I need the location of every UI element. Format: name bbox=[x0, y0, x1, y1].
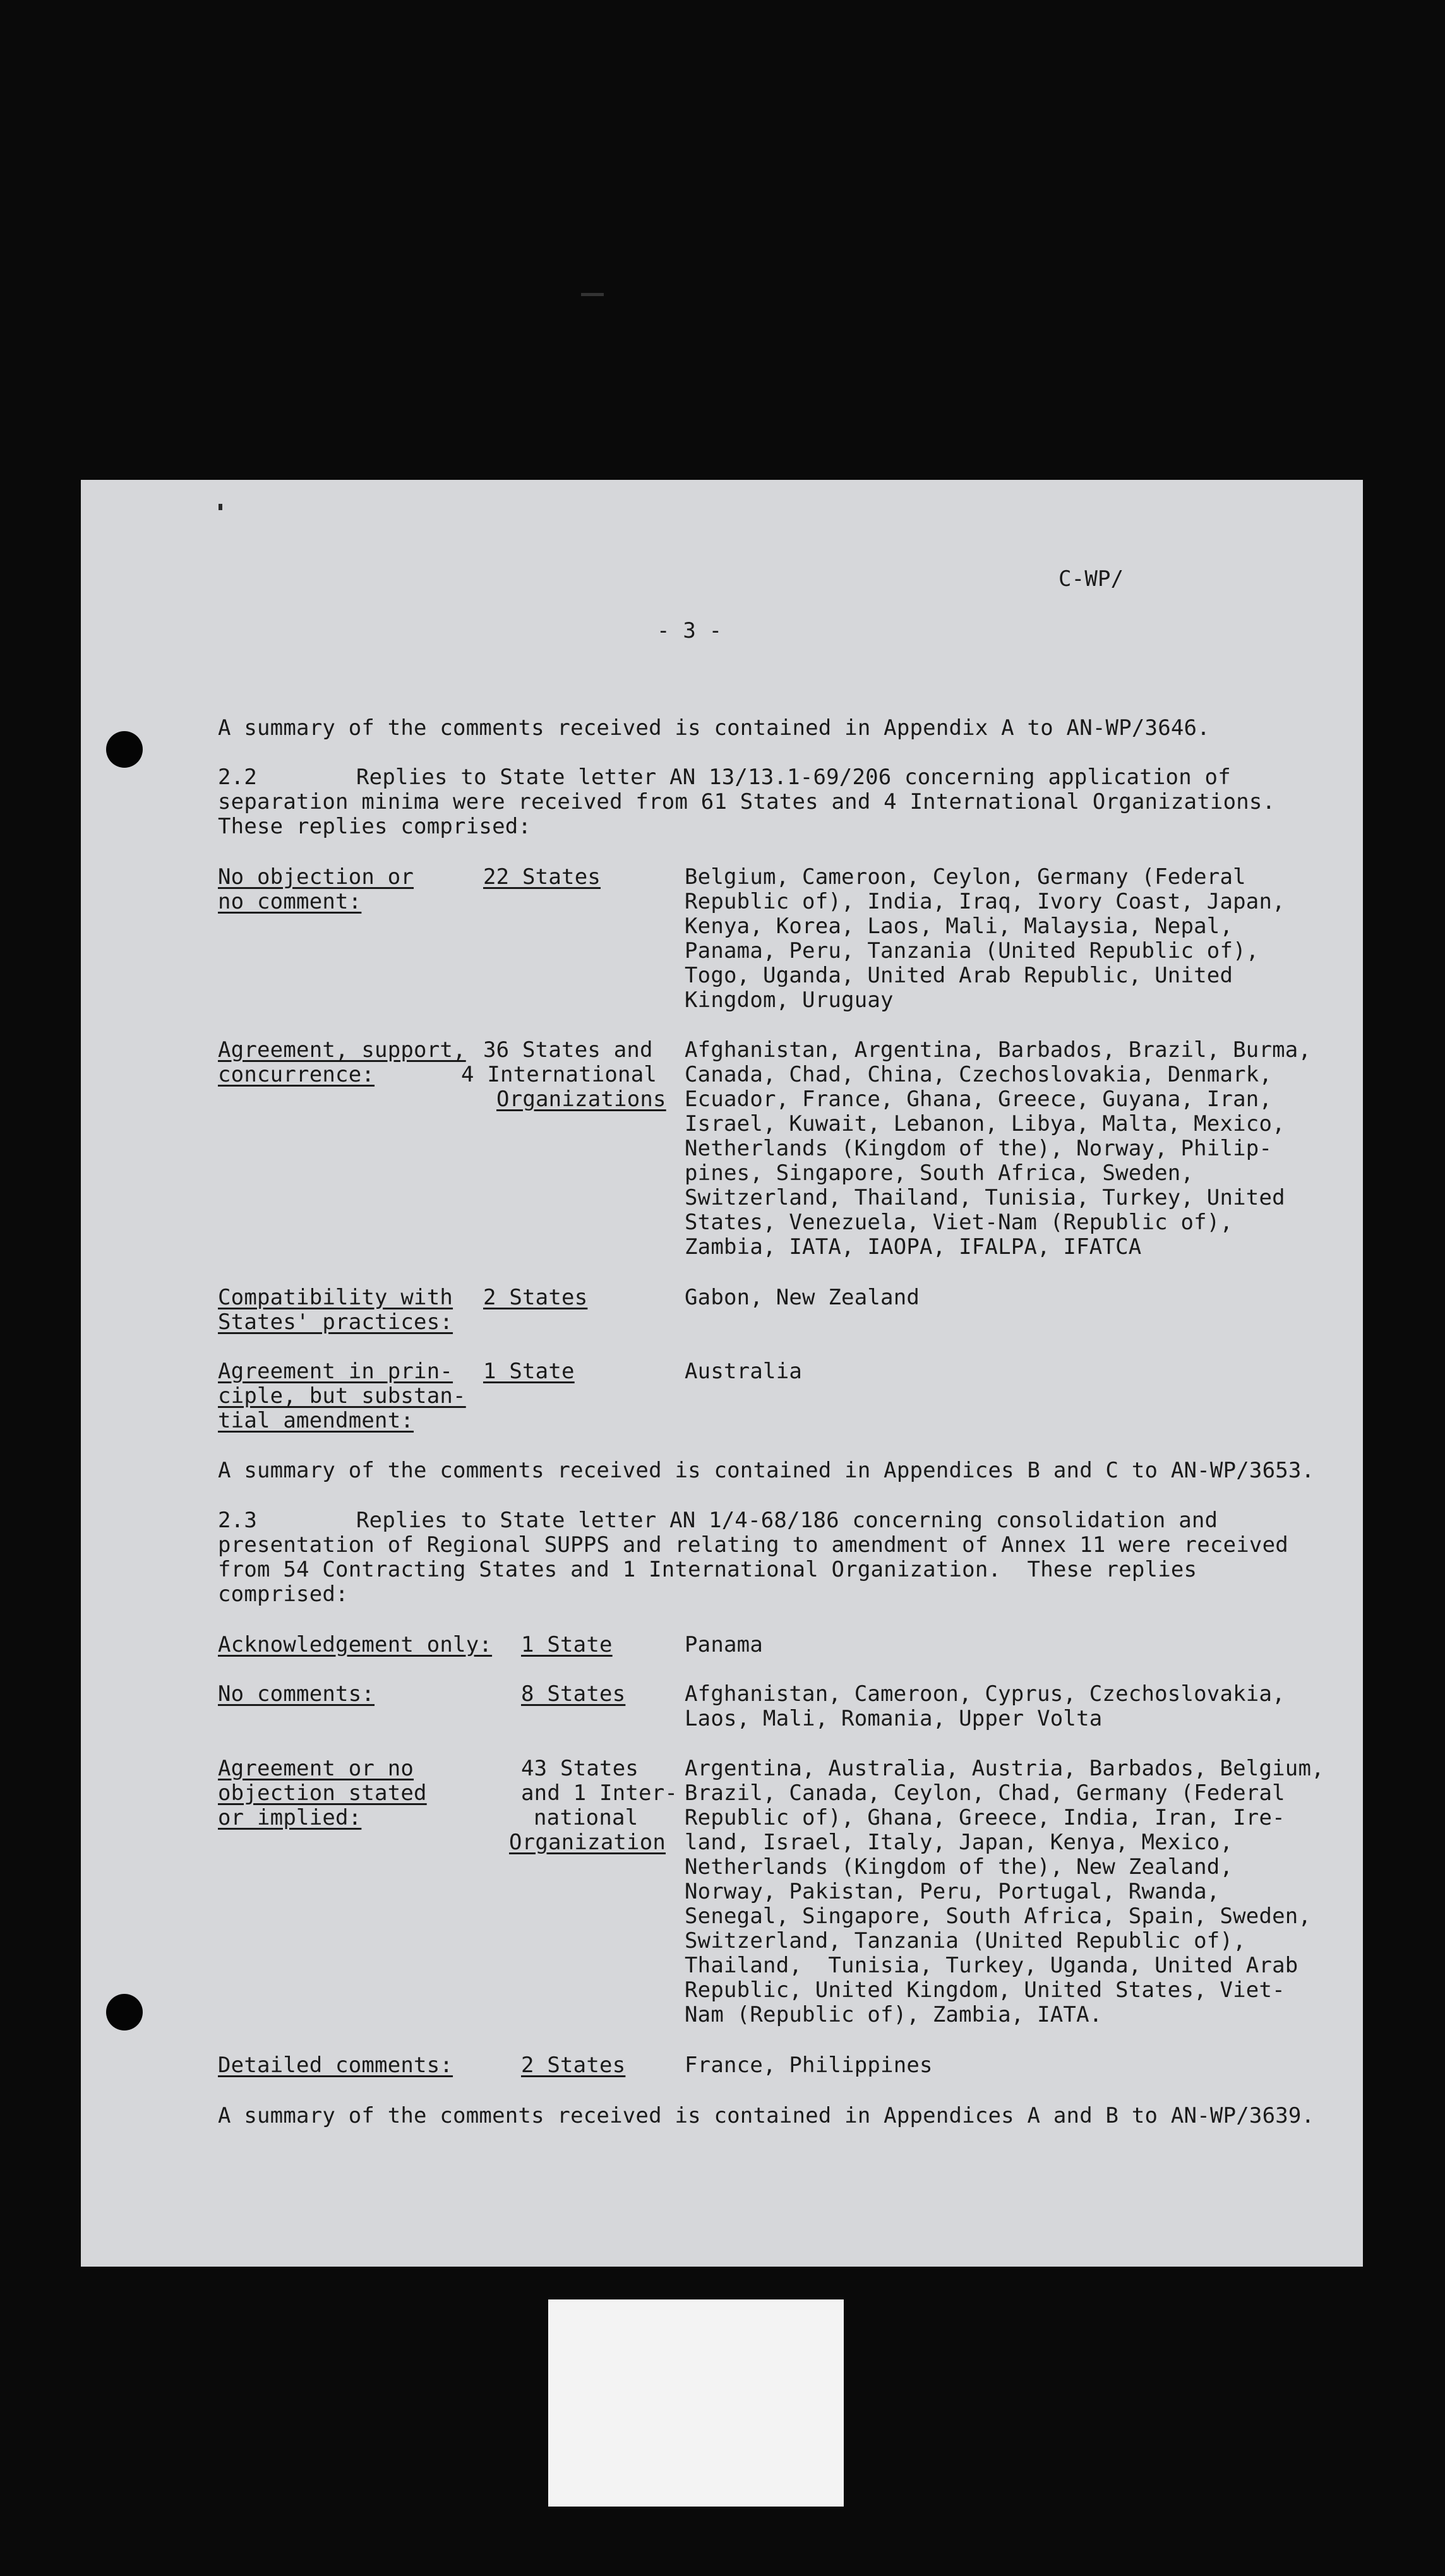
row-count: 22 States bbox=[483, 864, 601, 890]
scan-smudge bbox=[581, 293, 604, 296]
section-2-2-number: 2.2 bbox=[218, 765, 258, 790]
row-label-line: No comments: bbox=[218, 1681, 375, 1707]
row-states-line: Togo, Uganda, United Arab Republic, United bbox=[685, 963, 1233, 988]
row-count-line: 43 States bbox=[521, 1756, 639, 1781]
paper-slip bbox=[548, 2299, 844, 2507]
row-label-line: States' practices: bbox=[218, 1309, 453, 1335]
row-states-line: Norway, Pakistan, Peru, Portugal, Rwanda, bbox=[685, 1879, 1220, 1904]
row-label-line: Agreement in prin- bbox=[218, 1359, 453, 1384]
row-count-line: national bbox=[534, 1805, 639, 1830]
row-label-line: Agreement or no bbox=[218, 1756, 414, 1781]
row-label-line: objection stated bbox=[218, 1780, 427, 1806]
page-number: - 3 - bbox=[657, 618, 722, 643]
row-states-line: Afghanistan, Cameroon, Cyprus, Czechoslovakia, bbox=[685, 1681, 1285, 1707]
row-count-line: 36 States and bbox=[483, 1037, 653, 1063]
section-2-2-line-3: These replies comprised: bbox=[218, 814, 532, 839]
row-count: 2 States bbox=[521, 2053, 626, 2078]
row-count-line: Organizations bbox=[496, 1087, 666, 1112]
row-states-line: Thailand, Tunisia, Turkey, Uganda, United Arab bbox=[685, 1953, 1298, 1978]
row-states-line: Israel, Kuwait, Lebanon, Libya, Malta, Mexico, bbox=[685, 1111, 1285, 1136]
row-states-line: pines, Singapore, South Africa, Sweden, bbox=[685, 1160, 1194, 1186]
row-states-line: Senegal, Singapore, South Africa, Spain, Sweden, bbox=[685, 1904, 1312, 1929]
row-states-line: land, Israel, Italy, Japan, Kenya, Mexico, bbox=[685, 1830, 1233, 1855]
row-count-line: 4 International bbox=[461, 1062, 657, 1087]
row-label-line: No objection or bbox=[218, 864, 414, 890]
section-2-3-number: 2.3 bbox=[218, 1508, 258, 1533]
row-states-line: Switzerland, Tanzania (United Republic of), bbox=[685, 1928, 1246, 1953]
row-states-line: Argentina, Australia, Austria, Barbados, Belgium, bbox=[685, 1756, 1324, 1781]
row-states-line: Netherlands (Kingdom of the), Norway, Philip- bbox=[685, 1136, 1273, 1161]
row-states-line: Panama, Peru, Tanzania (United Republic of), bbox=[685, 938, 1259, 963]
row-states-line: Canada, Chad, China, Czechoslovakia, Denmark, bbox=[685, 1062, 1273, 1087]
section-2-3-line-1: Replies to State letter AN 1/4-68/186 concerning consolidation and bbox=[356, 1508, 1218, 1533]
row-states-line: Ecuador, France, Ghana, Greece, Guyana, Iran, bbox=[685, 1087, 1273, 1112]
row-states-line: Switzerland, Thailand, Tunisia, Turkey, United bbox=[685, 1185, 1285, 1210]
row-states-line: Brazil, Canada, Ceylon, Chad, Germany (Federal bbox=[685, 1780, 1285, 1806]
speck-mark bbox=[219, 504, 222, 510]
row-states-line: Panama bbox=[685, 1632, 764, 1657]
row-states-line: Nam (Republic of), Zambia, IATA. bbox=[685, 2002, 1103, 2027]
row-states-line: Laos, Mali, Romania, Upper Volta bbox=[685, 1706, 1103, 1731]
row-states-line: Republic of), Ghana, Greece, India, Iran, Ire- bbox=[685, 1805, 1285, 1830]
row-label-line: no comment: bbox=[218, 889, 362, 914]
section-2-2-line-2: separation minima were received from 61 States and 4 International Organizations. bbox=[218, 789, 1276, 814]
row-states-line: Kingdom, Uruguay bbox=[685, 987, 894, 1013]
row-states-line: Australia bbox=[685, 1359, 803, 1384]
row-count: 1 State bbox=[521, 1632, 613, 1657]
row-states-line: Kenya, Korea, Laos, Mali, Malaysia, Nepal, bbox=[685, 914, 1233, 939]
row-states-line: Netherlands (Kingdom of the), New Zealand, bbox=[685, 1854, 1233, 1880]
row-label-line: Compatibility with bbox=[218, 1285, 453, 1310]
row-states-line: States, Venezuela, Viet-Nam (Republic of), bbox=[685, 1210, 1233, 1235]
section-2-3-line-3: from 54 Contracting States and 1 International Organization. These replies bbox=[218, 1557, 1197, 1582]
section-2-3-summary: A summary of the comments received is contained in Appendices A and B to AN-WP/3639. bbox=[218, 2103, 1315, 2128]
punch-hole-bottom bbox=[106, 1994, 143, 2030]
row-states-line: Republic of), India, Iraq, Ivory Coast, Japan, bbox=[685, 889, 1285, 914]
section-2-2-summary: A summary of the comments received is contained in Appendices B and C to AN-WP/3653. bbox=[218, 1458, 1315, 1483]
section-2-3-line-2: presentation of Regional SUPPS and relating to amendment of Annex 11 were received bbox=[218, 1532, 1288, 1558]
row-count: 1 State bbox=[483, 1359, 575, 1384]
row-count-line: and 1 Inter- bbox=[521, 1780, 678, 1806]
intro-summary: A summary of the comments received is contained in Appendix A to AN-WP/3646. bbox=[218, 715, 1210, 741]
row-states-line: Belgium, Cameroon, Ceylon, Germany (Federal bbox=[685, 864, 1246, 890]
row-label-line: Agreement, support, bbox=[218, 1037, 466, 1063]
row-states-line: France, Philippines bbox=[685, 2053, 933, 2078]
row-states-line: Afghanistan, Argentina, Barbados, Brazil, Burma, bbox=[685, 1037, 1312, 1063]
row-count: 2 States bbox=[483, 1285, 588, 1310]
row-states-line: Gabon, New Zealand bbox=[685, 1285, 920, 1310]
row-label-line: ciple, but substan- bbox=[218, 1383, 466, 1409]
row-label-line bbox=[218, 1633, 492, 1657]
row-label-text: Acknowledgement only: bbox=[218, 1632, 493, 1657]
row-label-line: tial amendment: bbox=[218, 1408, 414, 1433]
row-label-line: concurrence: bbox=[218, 1062, 375, 1087]
row-count-line: Organization bbox=[509, 1830, 666, 1855]
row-count: 8 States bbox=[521, 1681, 626, 1707]
row-states-line: Republic, United Kingdom, United States, Viet- bbox=[685, 1977, 1285, 2003]
section-2-3-line-4: comprised: bbox=[218, 1582, 349, 1607]
row-states-line: Zambia, IATA, IAOPA, IFALPA, IFATCA bbox=[685, 1234, 1142, 1260]
row-label-line: or implied: bbox=[218, 1805, 362, 1830]
row-label-line: Detailed comments: bbox=[218, 2053, 453, 2078]
section-2-2-line-1: Replies to State letter AN 13/13.1-69/206 concerning application of bbox=[356, 765, 1231, 790]
document-reference: C-WP/ bbox=[1058, 566, 1124, 592]
punch-hole-top bbox=[106, 731, 143, 768]
